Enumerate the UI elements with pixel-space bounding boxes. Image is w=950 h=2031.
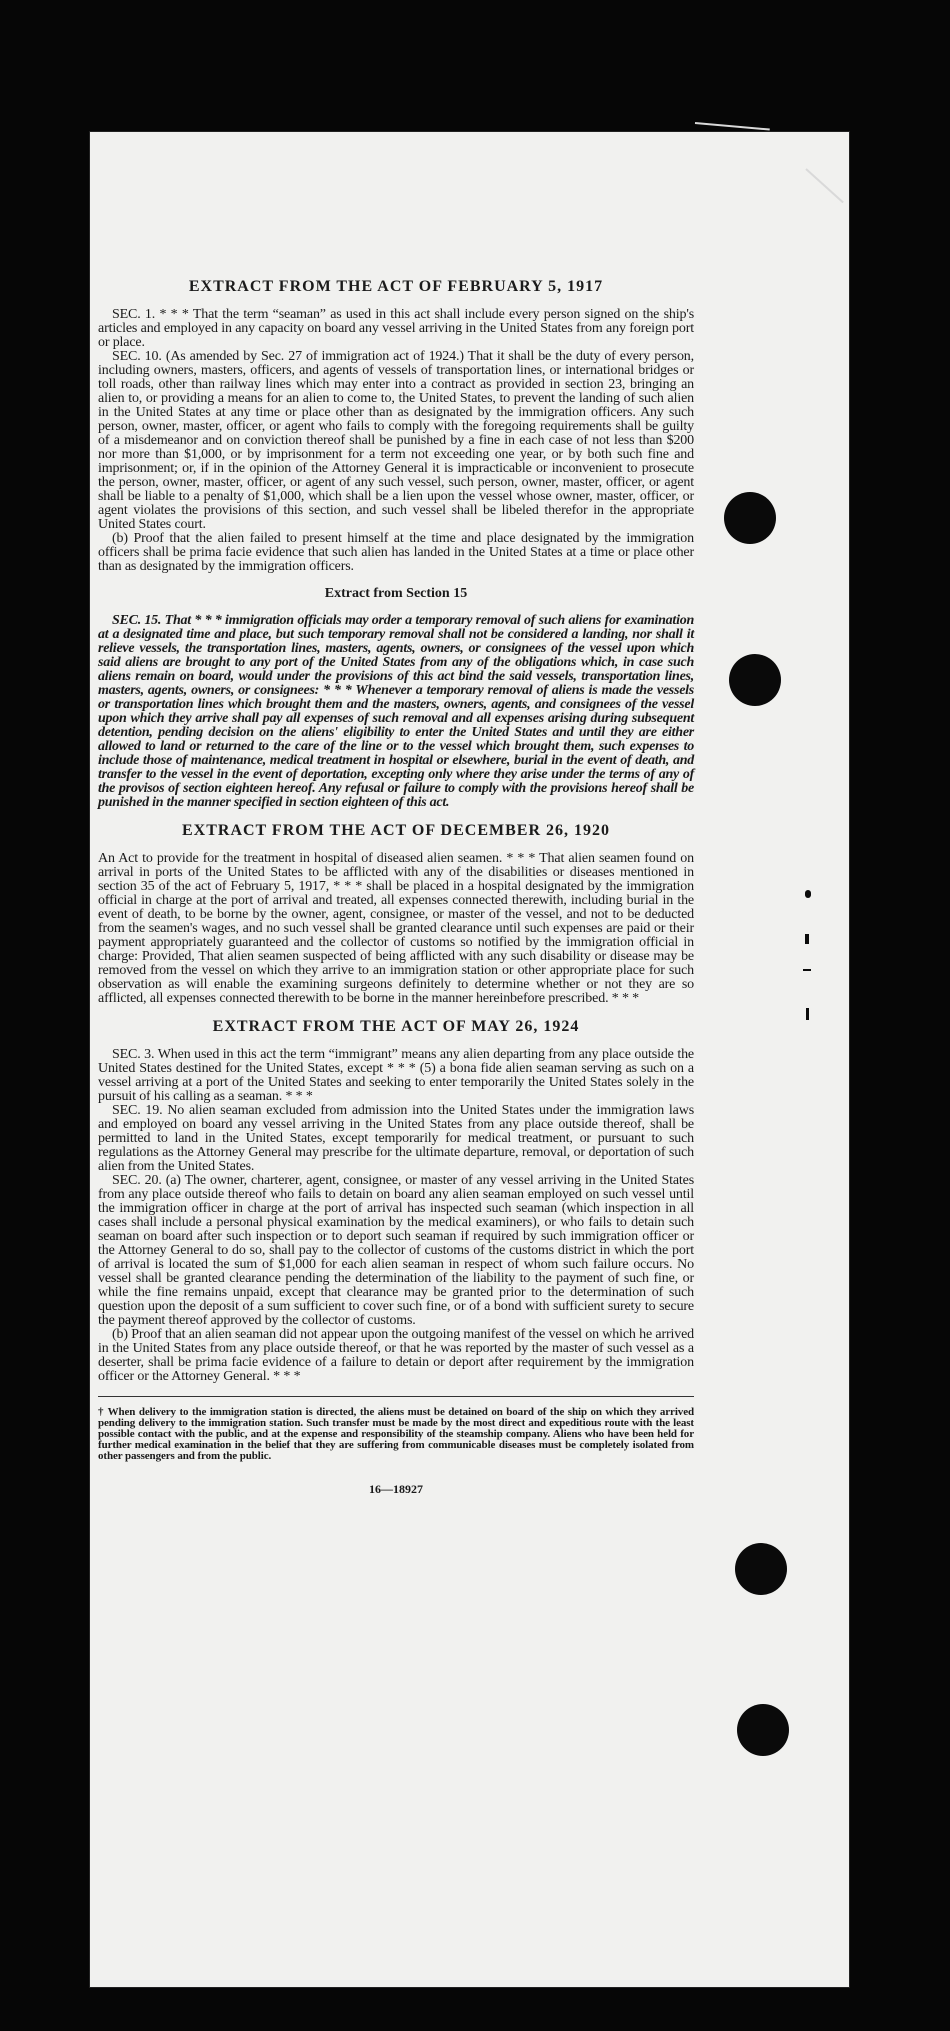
heading-act-1920: EXTRACT FROM THE ACT OF DECEMBER 26, 1920	[181, 822, 610, 839]
section-15-paragraph: SEC. 15. That * * * immigration officials may order a temporary removal of such aliens for examination at a designated time and place, but such temporary removal shall not be considered a landing, nor shall it relieve vessels, the transportation lines, masters, agents, owners, or consignees of the vessel upon which said aliens are brought to any port of the United States from any of the obligations which, in case such aliens remain on board, would under the provisions of this act bind the said vessels, transportation lines, masters, agents, owners, or consignees: * * * Whenever a temporary removal of aliens is made the vessels or transportation lines which brought them and the masters, owners, agents, and consignees of the vessel upon which they arrive shall pay all expenses of such removal and all expenses arising during subsequent detention, pending decision on the aliens' eligibility to enter the United States and until they are either allowed to land or returned to the care of the line or to the vessel which brought them, such expenses to include those of maintenance, medical treatment in hospital or elsewhere, burial in the event of death, and transfer to the vessel in the event of deportation, excepting only where they arise under the terms of any of the provisos of section eighteen hereof. Any refusal or failure to comply with the provisions hereof shall be punished in the manner specified in section eighteen of this act.	[98, 613, 694, 810]
punch-hole	[729, 654, 781, 706]
punch-hole	[724, 492, 776, 544]
act-1920-paragraph: An Act to provide for the treatment in hospital of diseased alien seamen. * * * That alien seamen found on arrival in ports of the United States to be afflicted with any of the disabilities or diseases mentioned in section 35 of the act of February 5, 1917, * * * shall be placed in a hospital designated by the immigration official in charge at the port of arrival and treated, all expenses connected therewith, including burial in the event of death, to be borne by the owner, agent, consignee, or master of the vessel, and not to be deducted from the seamen's wages, and no such vessel shall be granted clearance until such expenses are paid or their payment appropriately guaranteed and the collector of customs so notified by the immigration official in charge: Provided, That alien seamen suspected of being afflicted with any such disability or disease may be removed from the vessel on which they arrive to an immigration station or other appropriate place for such observation as will enable the examining surgeons definitely to determine whether or not they are so afflicted, all expenses connected therewith to be borne in the manner hereinbefore prescribed. * * *	[98, 851, 694, 1006]
section-20b-paragraph: (b) Proof that an alien seaman did not appear upon the outgoing manifest of the vessel on which he arrived in the United States from any place outside thereof, or that he was reported by the master of such vessel as a deserter, shall be prima facie evidence of a failure to detain or deport after requirement by the immigration officer or the Attorney General. * * *	[98, 1327, 694, 1384]
heading-act-1917: EXTRACT FROM THE ACT OF FEBRUARY 5, 1917	[188, 278, 604, 295]
margin-mark	[805, 934, 809, 944]
margin-mark	[803, 969, 811, 971]
heading-section-15: Extract from Section 15	[324, 586, 468, 601]
section-3-paragraph: SEC. 3. When used in this act the term “immigrant” means any alien departing from any place outside the United States destined for the United States, except * * * (5) a bona fide alien seaman serving as such on a vessel arriving at a port of the United States and seeking to enter temporarily the United States solely in the pursuit of his calling as a seaman. * * *	[98, 1047, 694, 1104]
document-body	[98, 148, 694, 1497]
heading-act-1924: EXTRACT FROM THE ACT OF MAY 26, 1924	[212, 1018, 580, 1035]
page-number: 16—18927	[369, 1482, 423, 1496]
section-20a-paragraph: SEC. 20. (a) The owner, charterer, agent, consignee, or master of any vessel arriving in the United States from any place outside thereof who fails to detain on board any alien seaman employed on such vessel until the immigration officer in charge at the port of arrival has inspected such seaman (which inspection in all cases shall include a personal physical examination by the medical examiners), or who fails to detain such seaman on board after such inspection or to deport such seaman if required by such immigration officer or the Attorney General to do so, shall pay to the collector of customs of the customs district in which the port of arrival is located the sum of $1,000 for each alien seaman in respect of whom such failure occurs. No vessel shall be granted clearance pending the determination of the liability to the payment of such fine, or while the fine remains unpaid, except that clearance may be granted prior to the determination of such question upon the deposit of a sum sufficient to cover such fine, or of a bond with sufficient surety to secure the payment thereof approved by the collector of customs.	[98, 1173, 694, 1328]
footnote: † When delivery to the immigration station is directed, the aliens must be detained on board of the ship on which they arrived pending delivery to the immigration station. Such transfer must be made by the most direct and expeditious route with the least possible contact with the public, and at the expense and responsibility of the steamship company. Aliens who have been held for further medical examination in the belief that they are suffering from communicable diseases must be completely isolated from other passengers and from the public.	[98, 1406, 694, 1462]
section-10-paragraph: SEC. 10. (As amended by Sec. 27 of immigration act of 1924.) That it shall be the duty of every person, including owners, masters, officers, and agents of vessels of transportation lines, or international bridges or toll roads, other than railway lines which may enter into a contract as provided in section 23, bringing an alien to, or providing a means for an alien to come to, the United States, to prevent the landing of such alien in the United States at any time or place other than as designated by the immigration officers. Any such person, owner, master, officer, or agent who fails to comply with the foregoing requirements shall be guilty of a misdemeanor and on conviction thereof shall be punished by a fine in each case of not less than $200 nor more than $1,000, or by imprisonment for a term not exceeding one year, or by both such fine and imprisonment; or, if in the opinion of the Attorney General it is impracticable or inconvenient to prosecute the person, owner, master, officer, or agent of any such vessel, such person, owner, master, officer, or agent shall be liable to a penalty of $1,000, which shall be a lien upon the vessel whose owner, master, officer, or agent violates the provisions of this section, and such vessel shall be libeled therefor in the appropriate United States court.	[98, 349, 694, 532]
punch-hole	[737, 1704, 789, 1756]
section-19-paragraph: SEC. 19. No alien seaman excluded from admission into the United States under the immigration laws and employed on board any vessel arriving in the United States from any place outside thereof, shall be permitted to land in the United States, except temporarily for medical treatment, or pursuant to such regulations as the Attorney General may prescribe for the ultimate departure, removal, or deportation of such alien from the United States.	[98, 1103, 694, 1174]
punch-hole	[735, 1543, 787, 1595]
section-10b-paragraph: (b) Proof that the alien failed to present himself at the time and place designated by the immigration officers shall be prima facie evidence that such alien has landed in the United States at a time or place other than as designated by the immigration officers.	[98, 531, 694, 574]
paper-edge-glare	[695, 122, 770, 131]
section-1-paragraph: SEC. 1. * * * That the term “seaman” as used in this act shall include every person signed on the ship's articles and employed in any capacity on board any vessel arriving in the United States from any foreign port or place.	[98, 307, 694, 350]
margin-mark	[806, 1008, 809, 1020]
margin-mark	[805, 890, 811, 898]
